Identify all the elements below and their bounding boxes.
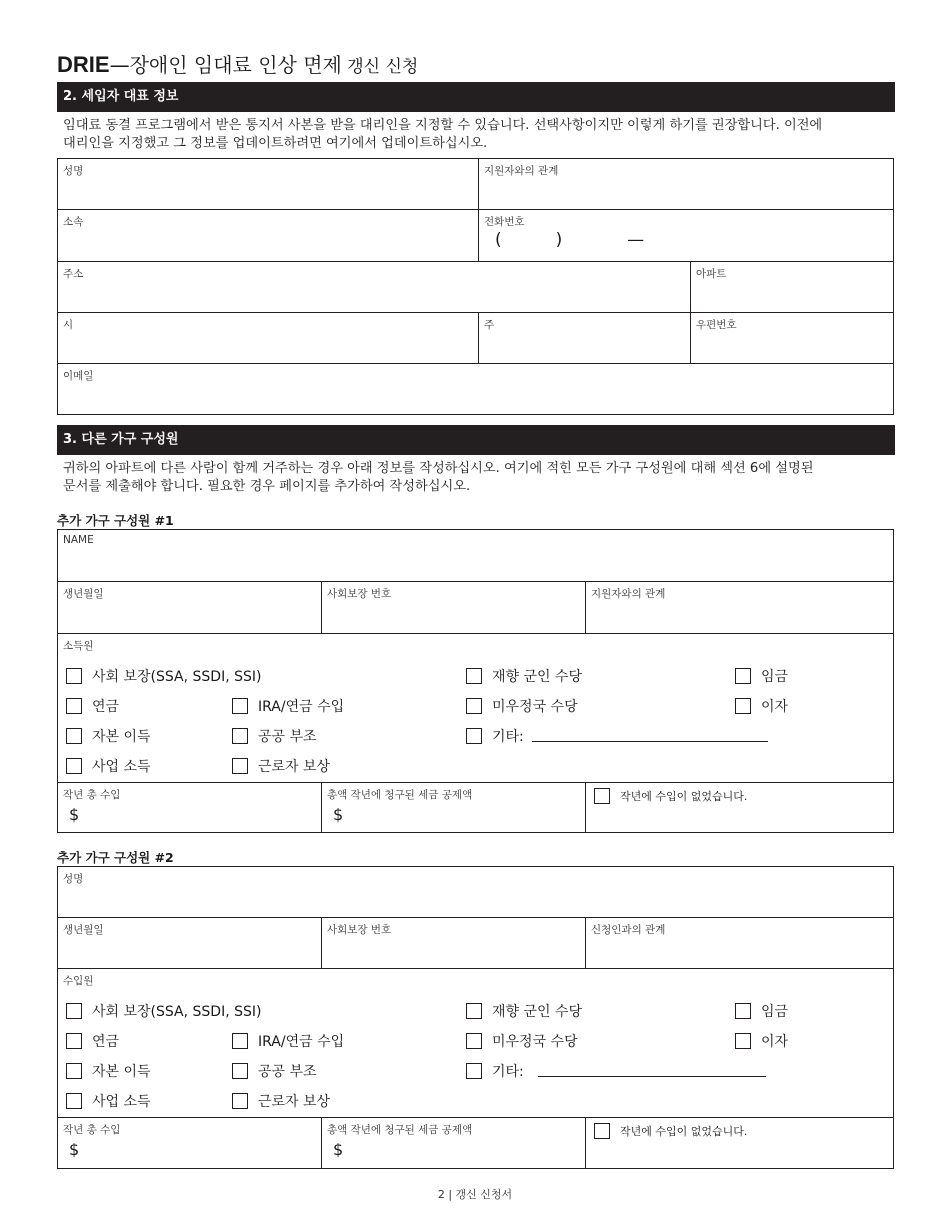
checkbox-box[interactable]	[466, 668, 482, 684]
checkbox-box[interactable]	[466, 728, 482, 744]
m1-checkbox-business[interactable]	[66, 756, 151, 776]
checkbox-label: 근로자 보상	[258, 1094, 331, 1110]
m1-deductions-label: 총액 작년에 청구된 세금 공제액	[327, 789, 473, 801]
m2-checkbox-workers-comp[interactable]	[232, 1091, 330, 1111]
checkbox-box[interactable]	[66, 1063, 82, 1079]
checkbox-box[interactable]	[232, 1063, 248, 1079]
rep-affiliation-label: 소속	[63, 216, 84, 228]
section-3-intro-line1: 귀하의 아파트에 다른 사람이 함께 거주하는 경우 아래 정보를 작성하십시오. 여기에 적힌 모든 가구 구성원에 대해 섹션 6에 설명된	[63, 461, 814, 476]
rep-address-label: 주소	[63, 268, 84, 280]
rep-zip-field[interactable]	[691, 313, 893, 363]
checkbox-label: 공공 부조	[258, 729, 317, 745]
rep-phone-field[interactable]	[479, 210, 893, 261]
m1-deductions-field[interactable]	[322, 783, 586, 832]
rep-name-label: 성명	[63, 165, 84, 177]
rep-phone-label: 전화번호	[484, 216, 525, 228]
checkbox-box[interactable]	[466, 1003, 482, 1019]
m2-dob-field[interactable]	[58, 918, 322, 968]
m1-name-label: NAME	[63, 534, 94, 546]
m2-checkbox-interest[interactable]	[735, 1031, 788, 1051]
rep-email-field[interactable]	[58, 364, 893, 414]
m1-income-label: 소득원	[63, 640, 94, 652]
checkbox-label: IRA/연금 수입	[258, 699, 345, 715]
m1-other-specify-line[interactable]	[532, 731, 768, 742]
rep-row-1	[58, 159, 893, 210]
checkbox-box[interactable]	[466, 1063, 482, 1079]
rep-name-field[interactable]	[58, 159, 479, 209]
checkbox-label: 근로자 보상	[258, 759, 331, 775]
m2-relationship-field[interactable]	[586, 918, 893, 968]
checkbox-box[interactable]	[232, 758, 248, 774]
checkbox-label: 재향 군인 수당	[492, 669, 583, 685]
checkbox-label: 자본 이득	[92, 1064, 151, 1080]
m1-checkbox-ira[interactable]	[232, 696, 344, 716]
m1-ssn-field[interactable]	[322, 582, 586, 633]
m1-total-income-label: 작년 총 수입	[63, 789, 121, 801]
phone-format: ( ) —	[495, 230, 645, 250]
checkbox-label: 작년에 수입이 없었습니다.	[620, 790, 748, 803]
rep-state-label: 주	[484, 319, 495, 331]
m1-checkbox-social-security[interactable]	[66, 666, 261, 686]
m1-row-name	[58, 530, 893, 582]
m1-checkbox-va[interactable]	[466, 696, 578, 716]
m2-total-income-field[interactable]	[58, 1118, 322, 1168]
title-form-type: 갱신 신청	[341, 57, 419, 77]
section-3-intro-line2: 문서를 제출해야 합니다. 필요한 경우 페이지를 추가하여 작성하십시오.	[63, 479, 471, 494]
m2-ssn-label: 사회보장 번호	[327, 924, 392, 936]
m1-row-ids	[58, 582, 893, 634]
m2-name-field[interactable]	[58, 867, 893, 917]
m1-checkbox-other[interactable]	[466, 726, 768, 746]
m2-total-income-label: 작년 총 수입	[63, 1124, 121, 1136]
checkbox-box[interactable]	[66, 758, 82, 774]
m2-checkbox-va[interactable]	[466, 1031, 578, 1051]
representative-form	[57, 158, 894, 415]
checkbox-label: 사업 소득	[92, 1094, 151, 1110]
m2-relationship-label: 신청인과의 관계	[591, 924, 666, 936]
m1-name-field[interactable]	[58, 530, 893, 581]
section-2-intro-line1: 임대료 동결 프로그램에서 받은 통지서 사본을 받을 대리인을 지정할 수 있습니다. 선택사항이지만 이렇게 하기를 권장합니다. 이전에	[63, 118, 823, 133]
checkbox-label: 이자	[761, 699, 789, 715]
m1-dob-field[interactable]	[58, 582, 322, 633]
checkbox-label: 공공 부조	[258, 1064, 317, 1080]
m2-checkbox-other[interactable]	[466, 1061, 766, 1081]
checkbox-label: 작년에 수입이 없었습니다.	[620, 1125, 748, 1138]
checkbox-box[interactable]	[735, 668, 751, 684]
m1-relationship-field[interactable]	[586, 582, 893, 633]
checkbox-box[interactable]	[66, 1003, 82, 1019]
rep-row-2	[58, 210, 893, 262]
m2-row-name	[58, 867, 893, 918]
m2-deductions-label: 총액 작년에 청구된 세금 공제액	[327, 1124, 473, 1136]
m1-checkbox-veterans[interactable]	[466, 666, 582, 686]
checkbox-box[interactable]	[66, 1093, 82, 1109]
checkbox-label: 연금	[92, 699, 120, 715]
section-2-intro-line2: 대리인을 지정했고 그 정보를 업데이트하려면 여기에서 업데이트하십시오.	[63, 136, 488, 151]
m1-checkbox-interest[interactable]	[735, 696, 788, 716]
rep-affiliation-field[interactable]	[58, 210, 479, 261]
rep-apartment-field[interactable]	[691, 262, 893, 312]
checkbox-box[interactable]	[594, 788, 610, 804]
section-3-header: 3. 다른 가구 구성원	[57, 425, 895, 455]
rep-relationship-label: 지원자와의 관계	[484, 165, 559, 177]
checkbox-label: 자본 이득	[92, 729, 151, 745]
checkbox-label: 미우정국 수당	[492, 1034, 578, 1050]
rep-city-label: 시	[63, 319, 74, 331]
checkbox-box[interactable]	[232, 1033, 248, 1049]
m1-checkbox-public-assistance[interactable]	[232, 726, 317, 746]
m2-name-label: 성명	[63, 873, 84, 885]
checkbox-box[interactable]	[66, 698, 82, 714]
currency-sign: $	[69, 805, 80, 824]
rep-zip-label: 우편번호	[696, 319, 737, 331]
m2-dob-label: 생년월일	[63, 924, 104, 936]
checkbox-box[interactable]	[735, 1003, 751, 1019]
m2-checkbox-wages[interactable]	[735, 1001, 788, 1021]
rep-row-5	[58, 364, 893, 414]
currency-sign: $	[69, 1140, 80, 1159]
checkbox-label: 임금	[761, 1004, 789, 1020]
m2-checkbox-capital-gains[interactable]	[66, 1061, 151, 1081]
member-1-form	[57, 529, 894, 833]
m2-row-ids	[58, 918, 893, 969]
member-2-heading: 추가 가구 구성원 #2	[57, 850, 174, 865]
m1-row-income	[58, 783, 893, 832]
m1-checkbox-no-income[interactable]	[594, 788, 747, 804]
rep-row-4	[58, 313, 893, 364]
m1-income-sources	[58, 634, 893, 783]
m1-relationship-label: 지원자와의 관계	[591, 588, 666, 600]
checkbox-box[interactable]	[232, 1093, 248, 1109]
checkbox-box[interactable]	[735, 698, 751, 714]
checkbox-label: 임금	[761, 669, 789, 685]
rep-apartment-label: 아파트	[696, 268, 727, 280]
checkbox-box[interactable]	[66, 668, 82, 684]
m1-checkbox-wages[interactable]	[735, 666, 788, 686]
page-footer: 2 | 갱신 신청서	[437, 1188, 513, 1201]
checkbox-box[interactable]	[66, 728, 82, 744]
m1-checkbox-workers-comp[interactable]	[232, 756, 330, 776]
checkbox-label: 미우정국 수당	[492, 699, 578, 715]
m2-checkbox-social-security[interactable]	[66, 1001, 261, 1021]
m2-checkbox-ira[interactable]	[232, 1031, 344, 1051]
m1-no-income-cell	[586, 783, 893, 832]
m2-income-label: 수입원	[63, 975, 94, 987]
rep-relationship-field[interactable]	[479, 159, 893, 209]
section-2-intro	[63, 117, 893, 153]
section-2-header: 2. 세입자 대표 정보	[57, 82, 895, 112]
member-2-form	[57, 866, 894, 1169]
checkbox-box[interactable]	[466, 1033, 482, 1049]
page-title	[57, 52, 418, 80]
m2-no-income-cell	[586, 1118, 893, 1168]
m1-dob-label: 생년월일	[63, 588, 104, 600]
section-3-intro	[63, 460, 893, 496]
m2-checkbox-pension[interactable]	[66, 1031, 119, 1051]
checkbox-box[interactable]	[232, 698, 248, 714]
checkbox-label: 사업 소득	[92, 759, 151, 775]
checkbox-box[interactable]	[466, 698, 482, 714]
checkbox-label: 기타:	[492, 1064, 524, 1080]
m2-checkbox-public-assistance[interactable]	[232, 1061, 317, 1081]
m2-row-income	[58, 1118, 893, 1168]
m2-other-specify-line[interactable]	[538, 1066, 766, 1077]
rep-address-field[interactable]	[58, 262, 691, 312]
m2-income-sources	[58, 969, 893, 1118]
rep-email-label: 이메일	[63, 370, 94, 382]
m1-total-income-field[interactable]	[58, 783, 322, 832]
checkbox-label: IRA/연금 수입	[258, 1034, 345, 1050]
m1-ssn-label: 사회보장 번호	[327, 588, 392, 600]
checkbox-label: 재향 군인 수당	[492, 1004, 583, 1020]
m2-deductions-field[interactable]	[322, 1118, 586, 1168]
checkbox-label: 이자	[761, 1034, 789, 1050]
currency-sign: $	[333, 1140, 344, 1159]
checkbox-label: 사회 보장(SSA, SSDI, SSI)	[92, 669, 262, 685]
checkbox-label: 연금	[92, 1034, 120, 1050]
checkbox-box[interactable]	[735, 1033, 751, 1049]
rep-row-3	[58, 262, 893, 313]
checkbox-box[interactable]	[594, 1123, 610, 1139]
rep-state-field[interactable]	[479, 313, 691, 363]
m2-checkbox-no-income[interactable]	[594, 1123, 747, 1139]
title-program-abbrev: DRIE	[57, 52, 110, 77]
m2-ssn-field[interactable]	[322, 918, 586, 968]
checkbox-label: 사회 보장(SSA, SSDI, SSI)	[92, 1004, 262, 1020]
title-program-name: —장애인 임대료 인상 면제	[109, 53, 342, 77]
currency-sign: $	[333, 805, 344, 824]
m1-checkbox-capital-gains[interactable]	[66, 726, 151, 746]
checkbox-box[interactable]	[232, 728, 248, 744]
member-1-heading: 추가 가구 구성원 #1	[57, 513, 174, 528]
rep-city-field[interactable]	[58, 313, 479, 363]
m2-checkbox-business[interactable]	[66, 1091, 151, 1111]
m2-checkbox-veterans[interactable]	[466, 1001, 582, 1021]
checkbox-box[interactable]	[66, 1033, 82, 1049]
m1-checkbox-pension[interactable]	[66, 696, 119, 716]
checkbox-label: 기타:	[492, 729, 524, 745]
